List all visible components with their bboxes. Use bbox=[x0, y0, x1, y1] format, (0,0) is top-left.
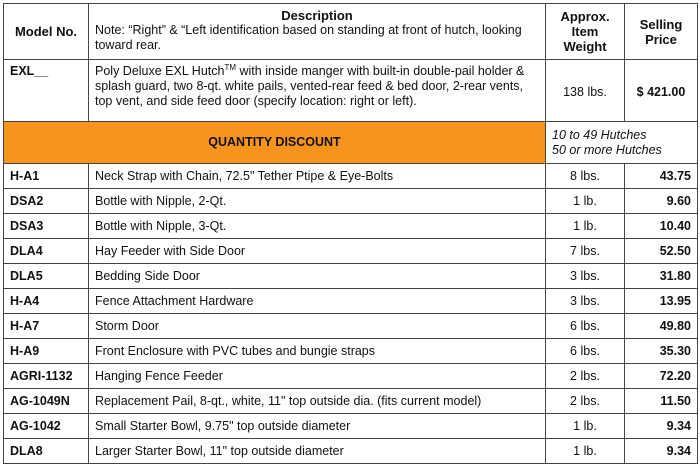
table-row bbox=[4, 289, 698, 314]
item-price: 13.95 bbox=[625, 289, 698, 314]
item-model: DLA5 bbox=[4, 264, 89, 289]
table-row bbox=[4, 264, 698, 289]
table-row bbox=[4, 214, 698, 239]
item-model: DLA4 bbox=[4, 239, 89, 264]
featured-price: $ 421.00 bbox=[625, 60, 698, 122]
item-price: 72.20 bbox=[625, 364, 698, 389]
item-weight: 3 lbs. bbox=[546, 289, 625, 314]
item-price: 9.34 bbox=[625, 414, 698, 439]
item-description: Bottle with Nipple, 3-Qt. bbox=[89, 214, 546, 239]
price-column-header: Selling Price bbox=[625, 4, 698, 60]
item-price: 9.34 bbox=[625, 439, 698, 464]
item-model: AGRI-1132 bbox=[4, 364, 89, 389]
item-weight: 8 lbs. bbox=[546, 164, 625, 189]
table-row bbox=[4, 164, 698, 189]
item-model: AG-1042 bbox=[4, 414, 89, 439]
items-list bbox=[4, 164, 698, 464]
header-row bbox=[4, 4, 698, 60]
item-model: AG-1049N bbox=[4, 389, 89, 414]
item-price: 52.50 bbox=[625, 239, 698, 264]
item-description: Bedding Side Door bbox=[89, 264, 546, 289]
featured-weight: 138 lbs. bbox=[546, 60, 625, 122]
model-column-header: Model No. bbox=[4, 4, 89, 60]
featured-description-start: Poly Deluxe EXL Hutch bbox=[95, 64, 225, 78]
featured-description-end: with inside manger with built-in double-pail holder & splash guard, two 8-qt. white pails, vented-rear feed & bed door, 2-rear vents, top vent, and side feed door (specify location: right or left). bbox=[95, 64, 525, 108]
discount-tiers bbox=[546, 122, 698, 164]
quantity-discount-banner: QUANTITY DISCOUNT bbox=[4, 122, 546, 164]
item-model: DSA2 bbox=[4, 189, 89, 214]
trademark-mark: TM bbox=[224, 62, 237, 72]
weight-column-header: Approx. Item Weight bbox=[546, 4, 625, 60]
item-weight: 1 lb. bbox=[546, 414, 625, 439]
discount-tier-1: 10 to 49 Hutches bbox=[552, 127, 647, 142]
table-row bbox=[4, 364, 698, 389]
item-description: Fence Attachment Hardware bbox=[89, 289, 546, 314]
table-row bbox=[4, 339, 698, 364]
item-description: Bottle with Nipple, 2-Qt. bbox=[89, 189, 546, 214]
description-title: Description bbox=[281, 8, 353, 23]
item-model: H-A9 bbox=[4, 339, 89, 364]
item-description: Hanging Fence Feeder bbox=[89, 364, 546, 389]
item-price: 43.75 bbox=[625, 164, 698, 189]
featured-description bbox=[89, 60, 546, 122]
featured-model: EXL__ bbox=[4, 60, 89, 122]
price-list-table bbox=[3, 3, 698, 464]
item-description: Small Starter Bowl, 9.75" top outside diameter bbox=[89, 414, 546, 439]
description-column-header bbox=[89, 4, 546, 60]
table-row bbox=[4, 439, 698, 464]
table-row bbox=[4, 414, 698, 439]
table-row bbox=[4, 389, 698, 414]
item-description: Neck Strap with Chain, 72.5" Tether Ptipe & Eye-Bolts bbox=[89, 164, 546, 189]
item-price: 35.30 bbox=[625, 339, 698, 364]
item-price: 9.60 bbox=[625, 189, 698, 214]
table-row bbox=[4, 239, 698, 264]
item-price: 10.40 bbox=[625, 214, 698, 239]
item-model: H-A7 bbox=[4, 314, 89, 339]
item-description: Front Enclosure with PVC tubes and bungie straps bbox=[89, 339, 546, 364]
item-price: 31.80 bbox=[625, 264, 698, 289]
item-weight: 6 lbs. bbox=[546, 314, 625, 339]
discount-tier-2: 50 or more Hutches bbox=[552, 142, 662, 157]
item-weight: 1 lb. bbox=[546, 439, 625, 464]
item-weight: 7 lbs. bbox=[546, 239, 625, 264]
item-model: DSA3 bbox=[4, 214, 89, 239]
item-model: DLA8 bbox=[4, 439, 89, 464]
featured-row bbox=[4, 60, 698, 122]
item-description: Storm Door bbox=[89, 314, 546, 339]
description-note: Note: “Right” & “Left identification based on standing at front of hutch, looking toward rear. bbox=[95, 23, 522, 52]
item-model: H-A4 bbox=[4, 289, 89, 314]
item-weight: 1 lb. bbox=[546, 189, 625, 214]
table-row bbox=[4, 189, 698, 214]
item-weight: 2 lbs. bbox=[546, 389, 625, 414]
item-model: H-A1 bbox=[4, 164, 89, 189]
item-weight: 6 lbs. bbox=[546, 339, 625, 364]
item-description: Larger Starter Bowl, 11" top outside diameter bbox=[89, 439, 546, 464]
table-row bbox=[4, 314, 698, 339]
item-description: Hay Feeder with Side Door bbox=[89, 239, 546, 264]
item-weight: 1 lb. bbox=[546, 214, 625, 239]
item-weight: 2 lbs. bbox=[546, 364, 625, 389]
item-price: 49.80 bbox=[625, 314, 698, 339]
item-price: 11.50 bbox=[625, 389, 698, 414]
discount-row bbox=[4, 122, 698, 164]
item-description: Replacement Pail, 8-qt., white, 11" top outside dia. (fits current model) bbox=[89, 389, 546, 414]
item-weight: 3 lbs. bbox=[546, 264, 625, 289]
